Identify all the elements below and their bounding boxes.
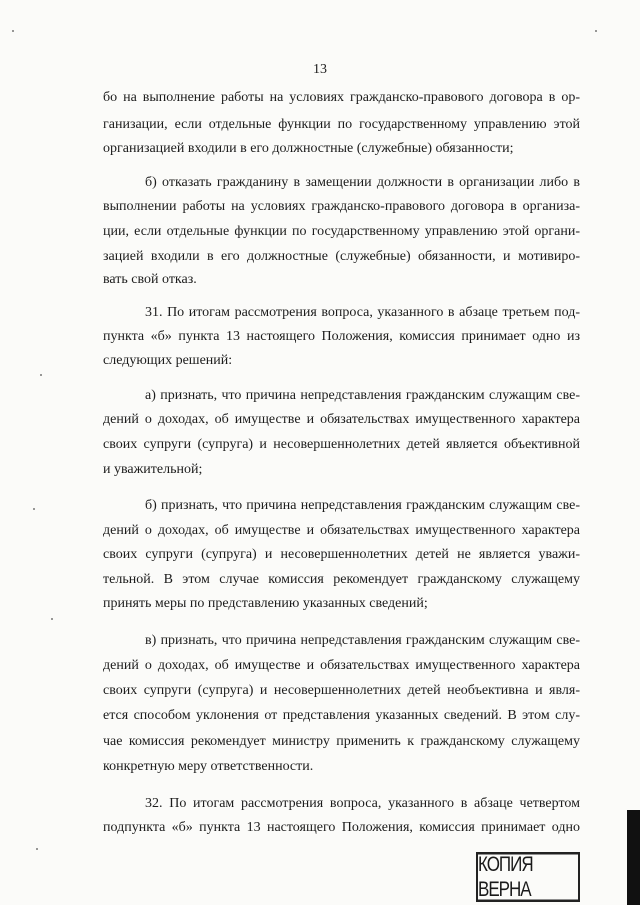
text-line: бо на выполнение работы на условиях гражданско-правового договора в ор-: [103, 90, 580, 105]
text-line: дений о доходах, об имуществе и обязательствах имущественного характера: [103, 412, 580, 427]
text-line: своих супруги (супруга) и несовершеннолетних детей не является уважи-: [103, 547, 580, 562]
scan-speck: [12, 30, 14, 32]
text-line: организацией входили в его должностные (служебные) обязанности;: [103, 141, 514, 156]
text-line: подпункта «б» пункта 13 настоящего Положения, комиссия принимает одно: [103, 820, 580, 835]
text-line: дений о доходах, об имуществе и обязательствах имущественного характера: [103, 658, 580, 673]
text-line: 31. По итогам рассмотрения вопроса, указанного в абзаце третьем под-: [145, 305, 580, 320]
text-line: вать свой отказ.: [103, 272, 197, 287]
text-line: своих супруги (супруга) и несовершеннолетних детей является объективной: [103, 437, 580, 452]
text-line: ции, если отдельные функции по государственному управлению этой органи-: [103, 224, 580, 239]
text-line: ется способом уклонения от представления указанных сведений. В этом слу-: [103, 708, 580, 723]
text-line: чае комиссия рекомендует министру применить к гражданскому служащему: [103, 734, 580, 749]
text-line: а) признать, что причина непредставления гражданским служащим све-: [145, 388, 580, 403]
text-line: и уважительной;: [103, 462, 203, 477]
text-line: конкретную меру ответственности.: [103, 759, 314, 774]
text-line: в) признать, что причина непредставления гражданским служащим све-: [145, 633, 580, 648]
scan-speck: [51, 618, 53, 620]
text-line: принять меры по представлению указанных сведений;: [103, 596, 428, 611]
copy-certified-stamp: КОПИЯ ВЕРНА: [476, 852, 580, 902]
scan-speck: [40, 374, 42, 376]
scan-edge-bar: [627, 810, 640, 905]
scan-speck: [36, 848, 38, 850]
text-line: тельной. В этом случае комиссия рекомендует гражданскому служащему: [103, 572, 580, 587]
scan-speck: [33, 508, 35, 510]
text-line: б) признать, что причина непредставления гражданским служащим све-: [145, 498, 580, 513]
text-line: пункта «б» пункта 13 настоящего Положения, комиссия принимает одно из: [103, 329, 580, 344]
text-line: дений о доходах, об имуществе и обязательствах имущественного характера: [103, 523, 580, 538]
page-number: 13: [313, 62, 327, 77]
text-line: следующих решений:: [103, 353, 233, 368]
text-line: зацией входили в его должностные (служебные) обязанности, и мотивиро-: [103, 249, 580, 264]
scan-speck: [595, 30, 597, 32]
text-line: выполнении работы на условиях гражданско-правового договора в организа-: [103, 199, 580, 214]
text-line: б) отказать гражданину в замещении должности в организации либо в: [145, 175, 580, 190]
text-line: 32. По итогам рассмотрения вопроса, указанного в абзаце четвертом: [145, 796, 580, 811]
text-line: ганизации, если отдельные функции по государственному управлению этой: [103, 117, 580, 132]
text-line: своих супруги (супруга) и несовершеннолетних детей необъективна и явля-: [103, 683, 580, 698]
